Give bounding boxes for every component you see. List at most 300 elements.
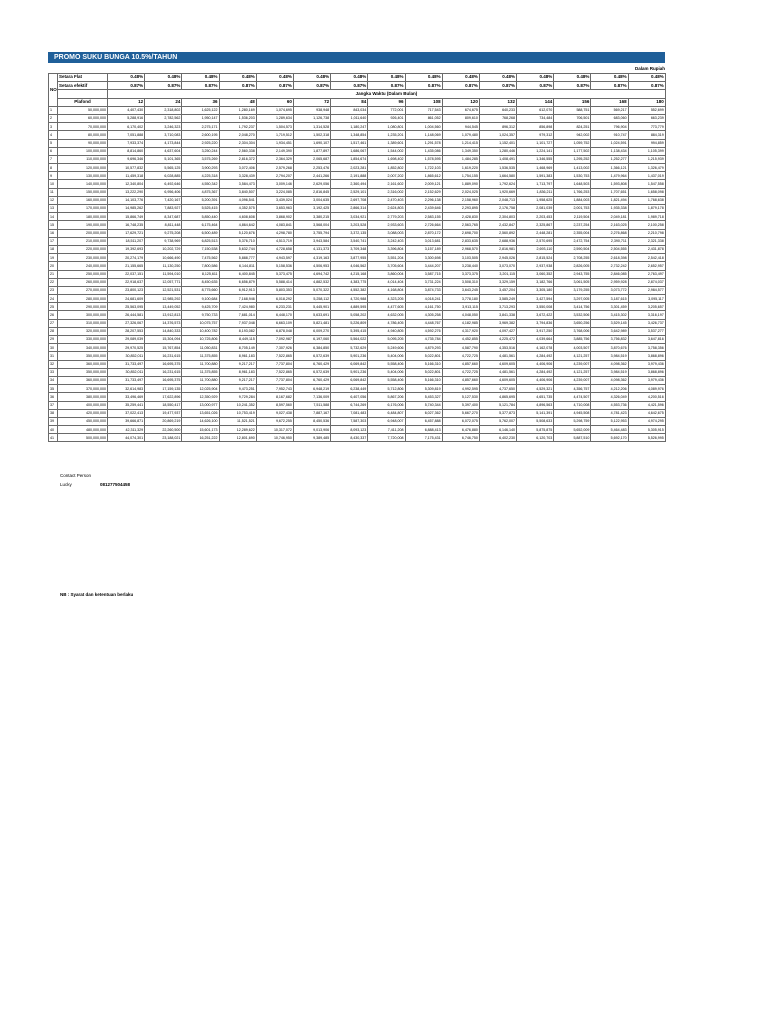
table-row: [49, 221, 666, 229]
table-row: [49, 327, 666, 335]
installment-cell: 3,224,085: [256, 188, 293, 196]
installment-cell: 3,731,224: [405, 278, 442, 286]
installment-cell: 1,004,560: [405, 123, 442, 131]
flat-rate-cell: 0.48%: [517, 74, 554, 82]
installment-cell: 3,373,375: [442, 270, 479, 278]
installment-cell: 20,869,219: [145, 417, 182, 425]
row-number: 15: [49, 221, 58, 229]
terms-note: NB : Syarat dan ketentuan berlaku: [60, 592, 134, 597]
installment-cell: 4,452,855: [442, 336, 479, 344]
installment-cell: 1,289,634: [256, 114, 293, 122]
installment-cell: 3,457,204: [479, 286, 516, 294]
installment-cell: 5,632,744: [219, 245, 256, 253]
installment-cell: 10,577,832: [108, 164, 145, 172]
installment-cell: 979,312: [517, 131, 554, 139]
installment-cell: 2,321,338: [628, 237, 665, 245]
installment-cell: 4,608,608: [219, 213, 256, 221]
installment-cell: 4,421,596: [628, 401, 665, 409]
row-number: 10: [49, 180, 58, 188]
installment-cell: 42,311,329: [108, 426, 145, 434]
installment-cell: 9,013,906: [293, 426, 330, 434]
installment-cell: 4,161,750: [405, 303, 442, 311]
installment-cell: 4,121,257: [554, 352, 591, 360]
installment-cell: 4,089,976: [628, 385, 665, 393]
installment-cell: 4,735,784: [405, 336, 442, 344]
installment-cell: 7,522,865: [256, 368, 293, 376]
installment-cell: 39,666,871: [108, 417, 145, 425]
flat-rate-cell: 0.48%: [256, 74, 293, 82]
installment-cell: 13,651,026: [182, 409, 219, 417]
installment-cell: 944,545: [442, 123, 479, 131]
installment-cell: 5,558,406: [368, 376, 405, 384]
installment-cell: 3,860,004: [368, 270, 405, 278]
installment-cell: 7,081,483: [331, 409, 368, 417]
installment-cell: 15,866,749: [108, 213, 145, 221]
installment-cell: 5,022,801: [405, 368, 442, 376]
installment-cell: 4,083,841: [256, 221, 293, 229]
installment-cell: 6,492,646: [145, 180, 182, 188]
term-cell: 48: [219, 98, 256, 106]
installment-cell: 10,317,072: [256, 426, 293, 434]
installment-cell: 1,658,098: [628, 188, 665, 196]
table-row: [49, 196, 666, 204]
installment-cell: 3,201,115: [479, 270, 516, 278]
installment-cell: 5,588,414: [256, 278, 293, 286]
installment-cell: 16,695,375: [145, 376, 182, 384]
installment-cell: 16,695,375: [145, 360, 182, 368]
plafond-cell: 240,000,000: [58, 262, 108, 270]
installment-cell: 8,430,337: [331, 434, 368, 442]
installment-cell: 3,913,115: [442, 303, 479, 311]
installment-cell: 1,435,086: [405, 147, 442, 155]
installment-cell: 8,961,183: [219, 368, 256, 376]
installment-cell: 7,681,014: [219, 311, 256, 319]
flat-rate-cell: 0.48%: [145, 74, 182, 82]
installment-cell: 7,168,946: [219, 295, 256, 303]
installment-cell: 4,039,664: [517, 336, 554, 344]
currency-note: Dalam Rupiah: [634, 66, 665, 71]
installment-cell: 5,288,916: [108, 114, 145, 122]
installment-cell: 6,197,060: [293, 336, 330, 344]
installment-cell: 7,887,167: [293, 409, 330, 417]
installment-cell: 5,667,270: [442, 409, 479, 417]
installment-cell: 30,852,011: [108, 352, 145, 360]
installment-cell: 2,163,025: [591, 221, 628, 229]
installment-cell: 3,329,159: [479, 278, 516, 286]
installment-cell: 3,250,244: [182, 147, 219, 155]
installment-cell: 5,526,995: [628, 434, 665, 442]
row-number: 27: [49, 319, 58, 327]
installment-cell: 4,694,742: [293, 270, 330, 278]
effective-rate-cell: 0.87%: [368, 82, 405, 90]
table-row: [49, 393, 666, 401]
installment-cell: 12,289,622: [219, 426, 256, 434]
installment-cell: 3,868,902: [256, 213, 293, 221]
installment-cell: 4,587,790: [442, 344, 479, 352]
row-number: 2: [49, 114, 58, 122]
installment-cell: 2,945,026: [479, 254, 516, 262]
installment-cell: 5,901,236: [331, 368, 368, 376]
installment-cell: 7,800,586: [182, 262, 219, 270]
installment-cell: 6,760,429: [293, 376, 330, 384]
installment-cell: 3,587,715: [405, 270, 442, 278]
effective-rate-cell: 0.87%: [108, 82, 145, 90]
plafond-cell: 290,000,000: [58, 303, 108, 311]
installment-cell: 2,693,110: [517, 245, 554, 253]
installment-cell: 3,550,008: [517, 303, 554, 311]
installment-cell: 1,530,753: [554, 172, 591, 180]
installment-cell: 9,672,255: [256, 417, 293, 425]
installment-cell: 3,672,422: [517, 311, 554, 319]
installment-cell: 1,105,399: [628, 147, 665, 155]
installment-cell: 4,096,541: [219, 196, 256, 204]
installment-cell: 3,551,204: [368, 254, 405, 262]
installment-cell: 4,865,695: [479, 393, 516, 401]
installment-cell: 9,027,438: [256, 409, 293, 417]
installment-cell: 3,874,733: [405, 286, 442, 294]
installment-cell: 4,173,844: [145, 139, 182, 147]
installment-cell: 11,050,831: [182, 344, 219, 352]
installment-cell: 1,366,121: [591, 164, 628, 172]
installment-cell: 13,000,977: [182, 401, 219, 409]
installment-cell: 18,550,417: [145, 401, 182, 409]
installment-cell: 10,753,419: [219, 409, 256, 417]
installment-cell: 4,632,005: [368, 311, 405, 319]
row-number: 21: [49, 270, 58, 278]
installment-cell: 3,396,804: [368, 245, 405, 253]
installment-cell: 9,217,217: [219, 376, 256, 384]
installment-cell: 6,572,639: [293, 352, 330, 360]
installment-cell: 7,411,208: [368, 426, 405, 434]
installment-cell: 768,268: [479, 114, 516, 122]
table-row: [49, 278, 666, 286]
installment-cell: 6,500,489: [182, 229, 219, 237]
installment-cell: 3,380,215: [293, 213, 330, 221]
installment-cell: 3,203,528: [331, 221, 368, 229]
installment-cell: 938,948: [293, 106, 330, 114]
installment-cell: 4,014,404: [368, 278, 405, 286]
installment-cell: 1,836,211: [517, 188, 554, 196]
flat-rate-cell: 0.48%: [219, 74, 256, 82]
installment-cell: 4,131,373: [293, 245, 330, 253]
installment-cell: 1,126,738: [293, 114, 330, 122]
installment-cell: 4,720,988: [331, 295, 368, 303]
installment-cell: 28,207,553: [108, 327, 145, 335]
installment-cell: 16,231,615: [145, 368, 182, 376]
installment-cell: 2,237,254: [554, 221, 591, 229]
term-cell: 108: [405, 98, 442, 106]
installment-cell: 2,360,494: [331, 180, 368, 188]
installment-cell: 4,474,507: [554, 393, 591, 401]
installment-cell: 11,594,010: [145, 270, 182, 278]
installment-cell: 12,057,771: [145, 278, 182, 286]
installment-cell: 1,754,155: [442, 172, 479, 180]
installment-cell: 7,307,926: [256, 344, 293, 352]
plafond-cell: 160,000,000: [58, 196, 108, 204]
installment-cell: 4,642,675: [628, 409, 665, 417]
installment-cell: 1,719,512: [256, 131, 293, 139]
installment-cell: 2,698,700: [442, 229, 479, 237]
installment-cell: 6,402,230: [479, 434, 516, 442]
installment-cell: 5,712,806: [368, 385, 405, 393]
installment-cell: 1,536,203: [219, 114, 256, 122]
installment-cell: 4,097,427: [479, 327, 516, 335]
installment-cell: 861,052: [405, 114, 442, 122]
plafond-cell: 220,000,000: [58, 245, 108, 253]
installment-cell: 4,737,650: [479, 385, 516, 393]
installment-cell: 6,744,269: [331, 401, 368, 409]
effective-rate-cell: 0.87%: [591, 82, 628, 90]
installment-cell: 824,251: [554, 123, 591, 131]
installment-cell: 5,022,801: [405, 352, 442, 360]
installment-cell: 8,347,687: [145, 213, 182, 221]
installment-cell: 1,413,002: [554, 164, 591, 172]
installment-cell: 9,217,217: [219, 360, 256, 368]
installment-cell: 9,100,684: [182, 295, 219, 303]
installment-cell: 7,883,927: [145, 205, 182, 213]
installment-cell: 1,346,555: [517, 155, 554, 163]
installment-cell: 4,352,575: [219, 205, 256, 213]
effective-rate-cell: 0.87%: [219, 82, 256, 90]
installment-cell: 910,747: [591, 131, 628, 139]
installment-cell: 7,511,588: [293, 401, 330, 409]
installment-cell: 16,231,615: [145, 352, 182, 360]
installment-cell: 2,782,562: [145, 114, 182, 122]
installment-cell: 3,508,310: [442, 278, 479, 286]
installment-cell: 1,326,479: [628, 164, 665, 172]
installment-cell: 6,760,429: [293, 360, 330, 368]
installment-cell: 5,158,536: [256, 262, 293, 270]
installment-cell: 4,481,561: [479, 352, 516, 360]
installment-cell: 29,089,039: [108, 336, 145, 344]
installment-cell: 1,934,451: [256, 139, 293, 147]
installment-cell: 2,816,981: [479, 245, 516, 253]
row-number: 33: [49, 368, 58, 376]
installment-cell: 1,536,535: [479, 164, 516, 172]
installment-cell: 4,882,532: [293, 278, 330, 286]
table-row: [49, 262, 666, 270]
installment-cell: 1,707,651: [591, 188, 628, 196]
installment-cell: 3,868,896: [628, 368, 665, 376]
plafond-cell: 500,000,000: [58, 434, 108, 442]
installment-cell: 3,917,250: [517, 327, 554, 335]
installment-cell: 612,070: [517, 106, 554, 114]
term-cell: 84: [331, 98, 368, 106]
installment-cell: 7,737,804: [256, 360, 293, 368]
installment-cell: 3,157,189: [405, 245, 442, 253]
installment-cell: 7,952,743: [256, 385, 293, 393]
installment-cell: 1,011,640: [331, 114, 368, 122]
installment-cell: 3,414,756: [554, 303, 591, 311]
flat-rate-cell: 0.48%: [479, 74, 516, 82]
plafond-cell: 250,000,000: [58, 270, 108, 278]
installment-cell: 12,985,292: [145, 295, 182, 303]
installment-cell: 7,933,374: [108, 139, 145, 147]
installment-cell: 1,935,338: [591, 205, 628, 213]
table-row: [49, 229, 666, 237]
installment-cell: 3,300,698: [405, 254, 442, 262]
table-row: [49, 344, 666, 352]
installment-cell: 3,034,921: [331, 213, 368, 221]
installment-cell: 2,570,695: [517, 237, 554, 245]
installment-cell: 5,101,365: [145, 155, 182, 163]
plafond-header: Plafond: [58, 98, 108, 106]
table-row: [49, 270, 666, 278]
installment-cell: 7,475,562: [182, 254, 219, 262]
installment-cell: 5,226,809: [331, 319, 368, 327]
effective-rate-cell: 0.87%: [293, 82, 330, 90]
installment-cell: 640,233: [479, 106, 516, 114]
installment-cell: 4,326,049: [591, 393, 628, 401]
installment-cell: 3,013,681: [405, 237, 442, 245]
installment-cell: 3,710,083: [145, 131, 182, 139]
installment-cell: 12,521,531: [145, 286, 182, 294]
term-cell: 96: [368, 98, 405, 106]
installment-cell: 1,148,069: [405, 131, 442, 139]
installment-cell: 4,200,516: [628, 393, 665, 401]
installment-cell: 10,725,806: [182, 336, 219, 344]
installment-cell: 5,249,606: [368, 344, 405, 352]
row-number: 31: [49, 352, 58, 360]
table-row: [49, 426, 666, 434]
installment-cell: 27,326,067: [108, 319, 145, 327]
installment-cell: 8,775,660: [182, 286, 219, 294]
installment-cell: 22,260,500: [145, 426, 182, 434]
installment-cell: 1,314,528: [293, 123, 330, 131]
installment-cell: 4,513,719: [256, 237, 293, 245]
row-number: 28: [49, 327, 58, 335]
installment-cell: 2,697,708: [331, 196, 368, 204]
installment-cell: 2,470,403: [368, 196, 405, 204]
installment-cell: 2,652,957: [628, 262, 665, 270]
table-row: [49, 180, 666, 188]
installment-cell: 5,508,633: [517, 417, 554, 425]
installment-cell: 1,059,752: [554, 139, 591, 147]
installment-cell: 3,179,255: [554, 286, 591, 294]
installment-cell: 5,445,901: [293, 303, 330, 311]
installment-cell: 44,074,301: [108, 434, 145, 442]
installment-cell: 3,643,245: [442, 286, 479, 294]
plafond-cell: 210,000,000: [58, 237, 108, 245]
installment-cell: 1,593,808: [591, 180, 628, 188]
installment-cell: 10,746,950: [256, 434, 293, 442]
installment-cell: 4,945,508: [554, 409, 591, 417]
installment-cell: 4,722,725: [442, 368, 479, 376]
installment-cell: 1,502,318: [293, 131, 330, 139]
installment-cell: 10,202,729: [145, 245, 182, 253]
installment-cell: 2,472,754: [554, 237, 591, 245]
installment-cell: 6,663,109: [256, 319, 293, 327]
installment-cell: 3,187,615: [591, 295, 628, 303]
term-cell: 168: [591, 98, 628, 106]
flat-rate-cell: 0.48%: [591, 74, 628, 82]
installment-cell: 4,477,605: [368, 303, 405, 311]
installment-cell: 8,597,560: [256, 401, 293, 409]
effective-rate-cell: 0.87%: [517, 82, 554, 90]
installment-cell: 1,766,253: [554, 188, 591, 196]
effective-rate-cell: 0.87%: [628, 82, 665, 90]
row-number: 19: [49, 254, 58, 262]
row-number: 34: [49, 376, 58, 384]
installment-cell: 16,748,235: [108, 221, 145, 229]
installment-cell: 1,792,624: [479, 180, 516, 188]
row-number: 9: [49, 172, 58, 180]
installment-cell: 6,144,811: [219, 262, 256, 270]
table-row: [49, 286, 666, 294]
installment-cell: 6,484,807: [368, 409, 405, 417]
installment-cell: 3,755,794: [293, 229, 330, 237]
installment-cell: 1,215,939: [628, 155, 665, 163]
term-row: [49, 98, 666, 106]
installment-cell: 3,900,293: [182, 164, 219, 172]
installment-cell: 3,009,146: [256, 180, 293, 188]
installment-cell: 3,756,832: [591, 336, 628, 344]
row-number: 23: [49, 286, 58, 294]
installment-cell: 3,095,117: [628, 295, 665, 303]
installment-cell: 4,383,775: [331, 278, 368, 286]
installment-cell: 7,420,167: [145, 196, 182, 204]
installment-cell: 5,397,400: [442, 401, 479, 409]
table-row: [49, 417, 666, 425]
row-number: 17: [49, 237, 58, 245]
installment-cell: 1,884,003: [554, 196, 591, 204]
installment-cell: 6,027,362: [405, 409, 442, 417]
installment-cell: 1,224,141: [517, 147, 554, 155]
installment-cell: 5,258,112: [293, 295, 330, 303]
installment-cell: 5,121,784: [479, 401, 516, 409]
installment-cell: 1,950,147: [182, 114, 219, 122]
installment-cell: 3,713,293: [479, 303, 516, 311]
flat-rate-cell: 0.48%: [293, 74, 330, 82]
term-cell: 120: [442, 98, 479, 106]
plafond-cell: 270,000,000: [58, 286, 108, 294]
installment-cell: 2,007,202: [368, 172, 405, 180]
installment-cell: 5,376,710: [219, 237, 256, 245]
table-row: [49, 245, 666, 253]
installment-cell: 942,002: [554, 131, 591, 139]
installment-cell: 2,191,888: [331, 172, 368, 180]
installment-cell: 15,601,173: [182, 426, 219, 434]
installment-cell: 14,626,100: [182, 417, 219, 425]
effective-rate-cell: 0.87%: [331, 82, 368, 90]
installment-cell: 1,101,727: [517, 139, 554, 147]
installment-cell: 2,001,753: [554, 205, 591, 213]
installment-cell: 4,284,492: [517, 368, 554, 376]
installment-cell: 2,815,524: [517, 254, 554, 262]
installment-cell: 4,786,405: [368, 319, 405, 327]
installment-cell: 4,864,642: [219, 221, 256, 229]
installment-cell: 3,103,505: [442, 254, 479, 262]
installment-cell: 2,504,555: [591, 245, 628, 253]
installment-cell: 2,959,928: [591, 278, 628, 286]
installment-cell: 3,328,439: [219, 172, 256, 180]
installment-cell: 15,767,854: [145, 344, 182, 352]
effective-rate-cell: 0.87%: [479, 82, 516, 90]
installment-cell: 5,373,475: [256, 270, 293, 278]
installment-cell: 32,614,983: [108, 385, 145, 393]
installment-cell: 1,690,107: [293, 139, 330, 147]
installment-cell: 3,885,756: [554, 336, 591, 344]
installment-cell: 4,215,168: [331, 270, 368, 278]
installment-cell: 1,504,573: [256, 123, 293, 131]
installment-cell: 22,037,151: [108, 270, 145, 278]
installment-cell: 6,175,464: [182, 221, 219, 229]
installment-cell: 1,349,350: [442, 147, 479, 155]
installment-cell: 4,940,805: [368, 327, 405, 335]
installment-cell: 2,618,398: [591, 254, 628, 262]
installment-cell: 9,696,346: [108, 155, 145, 163]
installment-cell: 1,821,494: [591, 196, 628, 204]
